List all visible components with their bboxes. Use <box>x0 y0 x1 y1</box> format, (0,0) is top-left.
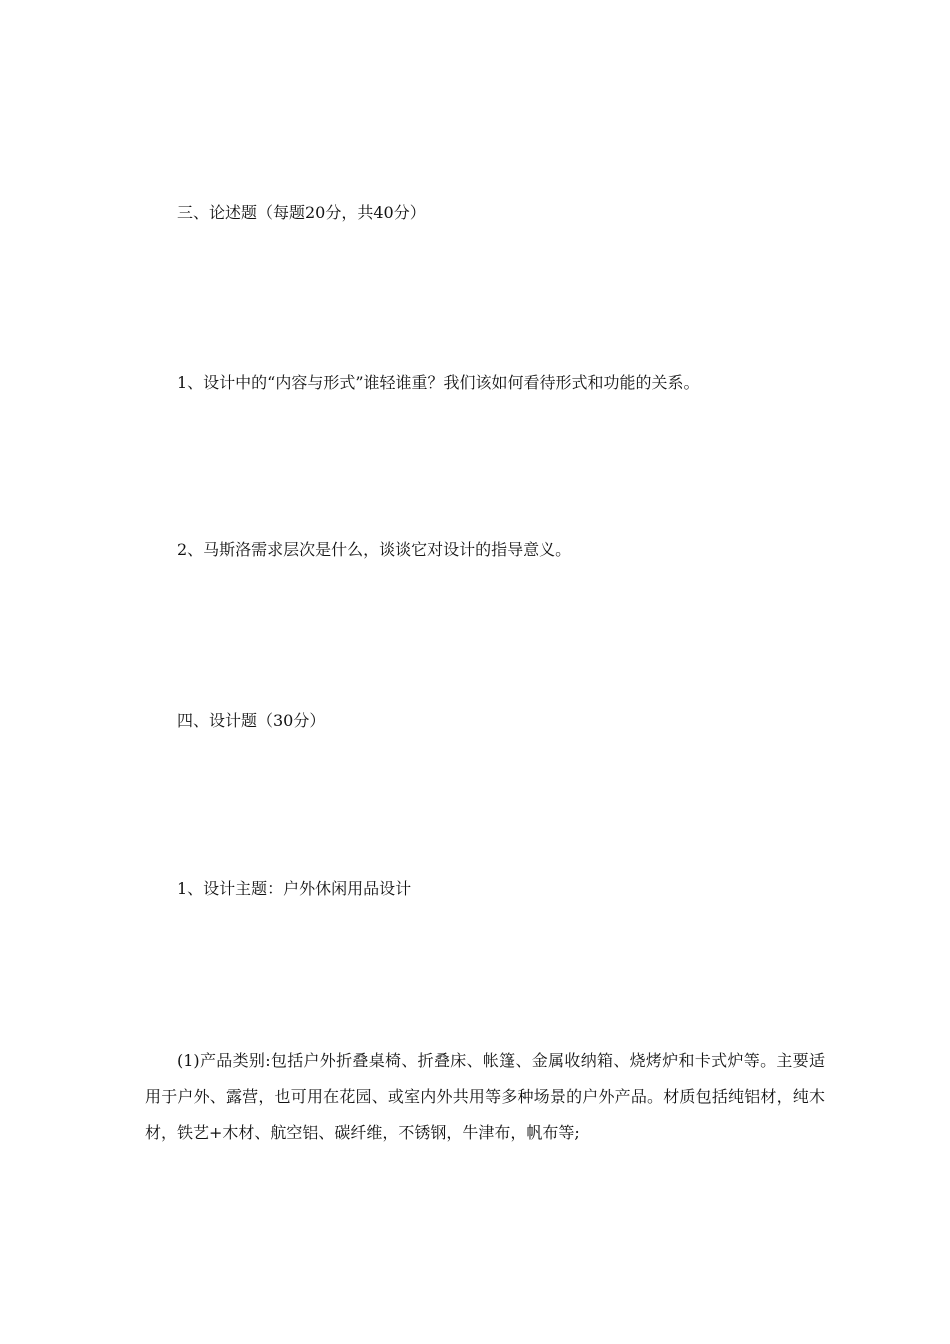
section-3-heading: 三、论述题（每题20分，共40分） <box>177 203 426 222</box>
design-theme: 1、设计主题：户外休闲用品设计 <box>177 879 412 898</box>
essay-question-1: 1、设计中的“内容与形式”谁轻谁重？我们该如何看待形式和功能的关系。 <box>177 373 700 392</box>
section-4-heading: 四、设计题（30分） <box>177 711 326 730</box>
essay-question-2: 2、马斯洛需求层次是什么，谈谈它对设计的指导意义。 <box>177 540 572 559</box>
product-category-paragraph: (1)产品类别:包括户外折叠桌椅、折叠床、帐篷、金属收纳箱、烧烤炉和卡式炉等。主要适用于户外、露营，也可用在花园、或室内外共用等多种场景的户外产品。材质包括纯铝材，纯木材，铁艺+木材、航空铝、碳纤维，不锈钢，牛津布，帆布等; <box>145 1051 825 1142</box>
